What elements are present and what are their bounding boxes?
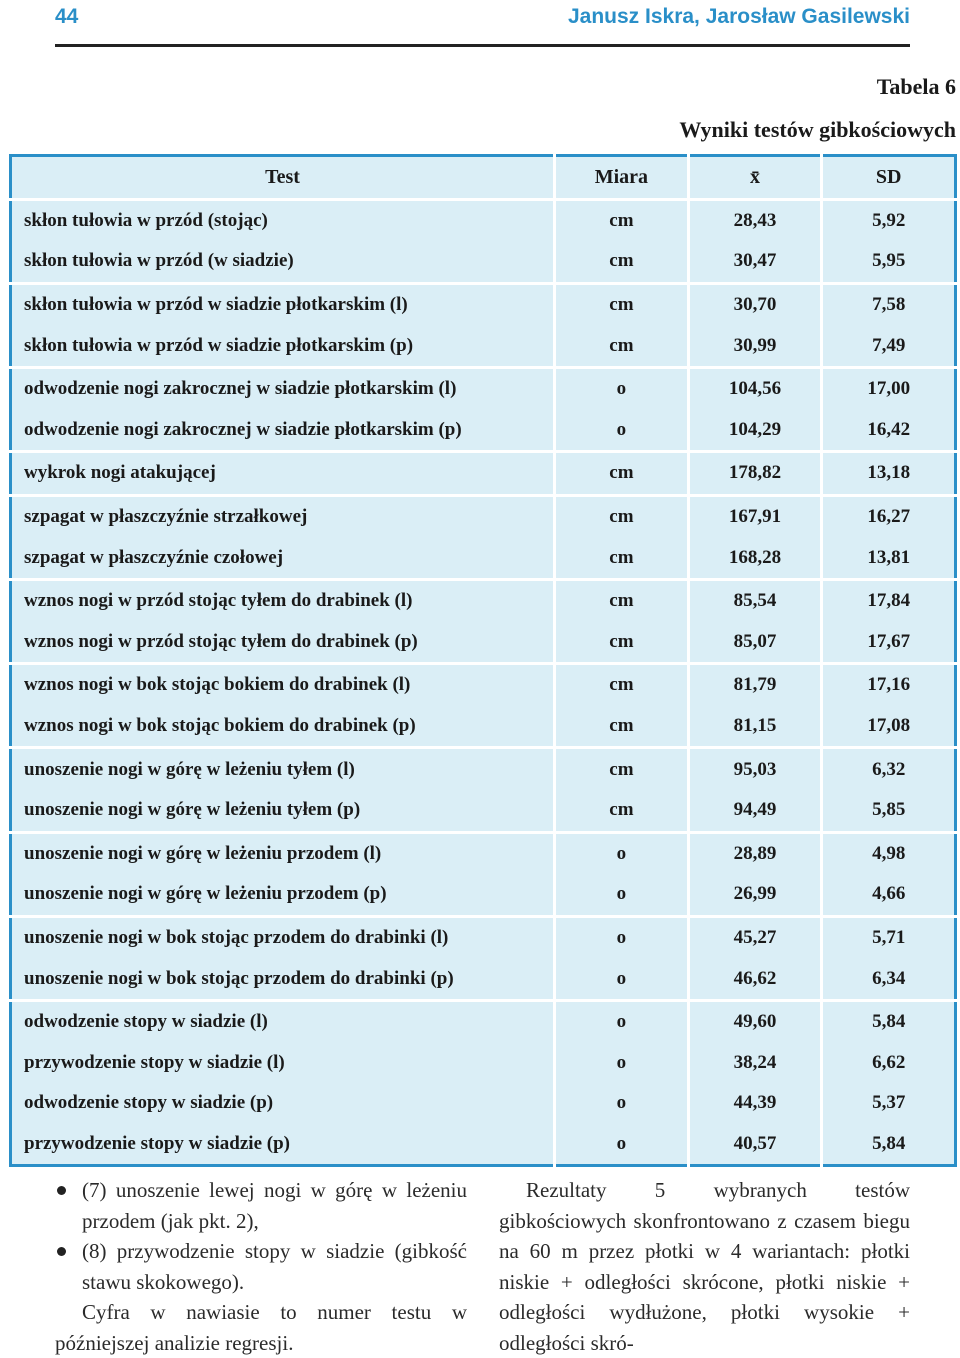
cell-unit: cm — [555, 579, 689, 621]
cell-unit: o — [555, 958, 689, 1000]
cell-unit: o — [555, 1042, 689, 1083]
cell-unit: cm — [555, 452, 689, 496]
cell-sd: 4,98 — [822, 832, 956, 874]
table-row — [11, 283, 956, 325]
cell-mean: 44,39 — [688, 1083, 822, 1124]
column-header-test: Test — [265, 166, 300, 189]
table-header-row — [11, 156, 956, 200]
cell-mean: 81,79 — [688, 664, 822, 706]
cell-sd: 4,66 — [822, 874, 956, 916]
cell-sd: 6,62 — [822, 1042, 956, 1083]
cell-unit: o — [555, 916, 689, 958]
cell-mean: 178,82 — [688, 452, 822, 496]
cell-sd: 5,92 — [822, 199, 956, 241]
table-title: Wyniki testów gibkościowych — [679, 117, 956, 142]
cell-sd: 13,18 — [822, 452, 956, 496]
cell-sd: 16,42 — [822, 410, 956, 452]
table-row — [11, 622, 956, 664]
cell-unit: cm — [555, 495, 689, 537]
cell-test-name: wznos nogi w przód stojąc tyłem do drabinek (p) — [24, 630, 418, 652]
cell-mean: 168,28 — [688, 537, 822, 579]
cell-sd: 5,84 — [822, 1000, 956, 1042]
bullet-list — [55, 1175, 467, 1297]
list-item — [55, 1236, 467, 1297]
cell-sd: 7,49 — [822, 325, 956, 367]
cell-unit: o — [555, 832, 689, 874]
cell-test-name: skłon tułowia w przód (stojąc) — [11, 199, 555, 241]
cell-sd: 5,95 — [822, 241, 956, 283]
cell-mean: 94,49 — [688, 790, 822, 832]
cell-unit: cm — [555, 283, 689, 325]
table-row — [11, 579, 956, 621]
list-item-text: (8) przywodzenie stopy w siadzie (gibkość stawu skokowego). — [82, 1239, 467, 1294]
cell-sd: 5,84 — [822, 1124, 956, 1166]
cell-mean: 95,03 — [688, 748, 822, 790]
table-row — [11, 1083, 956, 1124]
cell-unit: o — [555, 367, 689, 409]
table-row — [11, 790, 956, 832]
cell-sd: 6,32 — [822, 748, 956, 790]
table-row — [11, 537, 956, 579]
table-row — [11, 832, 956, 874]
table-row — [11, 664, 956, 706]
cell-test-name: odwodzenie stopy w siadzie (p) — [24, 1092, 274, 1114]
cell-mean: 38,24 — [688, 1042, 822, 1083]
cell-sd: 5,85 — [822, 790, 956, 832]
cell-test-name: unoszenie nogi w bok stojąc przodem do drabinki (p) — [24, 967, 454, 989]
cell-mean: 46,62 — [688, 958, 822, 1000]
cell-test-name: szpagat w płaszczyźnie czołowej — [24, 546, 284, 568]
paragraph: Cyfra w nawiasie to numer testu w późniejszej analizie regresji. — [55, 1300, 467, 1355]
cell-test-name: przywodzenie stopy w siadzie (l) — [24, 1051, 285, 1073]
cell-sd: 5,37 — [822, 1083, 956, 1124]
cell-sd: 13,81 — [822, 537, 956, 579]
right-text-column: Rezultaty 5 wybranych testów gibkościowych skonfrontowano z czasem biegu na 60 m przez płotki w 4 wariantach: płotki niskie + odległości skrócone, płotki niskie + odległości wydłużone, płotki wysokie + odległości skró- — [499, 1178, 910, 1355]
cell-mean: 30,70 — [688, 283, 822, 325]
cell-test-name: wykrok nogi atakującej — [11, 452, 555, 496]
table-row — [11, 452, 956, 496]
cell-sd: 5,71 — [822, 916, 956, 958]
cell-test-name: wznos nogi w przód stojąc tyłem do drabinek (l) — [11, 579, 555, 621]
cell-mean: 30,99 — [688, 325, 822, 367]
table-row — [11, 1042, 956, 1083]
cell-sd: 17,84 — [822, 579, 956, 621]
cell-test-name: szpagat w płaszczyźnie strzałkowej — [11, 495, 555, 537]
cell-mean: 28,89 — [688, 832, 822, 874]
cell-test-name: wznos nogi w bok stojąc bokiem do drabinek (l) — [11, 664, 555, 706]
column-header-sd: SD — [822, 156, 956, 200]
cell-test-name: unoszenie nogi w górę w leżeniu tyłem (p) — [24, 799, 361, 821]
cell-sd: 6,34 — [822, 958, 956, 1000]
page-header — [55, 0, 910, 47]
cell-mean: 30,47 — [688, 241, 822, 283]
table-label: Tabela 6 — [876, 74, 956, 99]
cell-unit: o — [555, 1124, 689, 1166]
cell-test-name: skłon tułowia w przód (w siadzie) — [24, 250, 294, 272]
cell-unit: o — [555, 410, 689, 452]
cell-sd: 17,08 — [822, 706, 956, 748]
cell-unit: cm — [555, 706, 689, 748]
cell-test-name: przywodzenie stopy w siadzie (p) — [24, 1132, 290, 1154]
cell-mean: 28,43 — [688, 199, 822, 241]
cell-test-name: wznos nogi w bok stojąc bokiem do drabinek (p) — [24, 715, 416, 737]
cell-mean: 40,57 — [688, 1124, 822, 1166]
table-row — [11, 706, 956, 748]
table-row — [11, 1000, 956, 1042]
table-row — [11, 367, 956, 409]
cell-unit: cm — [555, 241, 689, 283]
cell-sd: 16,27 — [822, 495, 956, 537]
cell-unit: cm — [555, 325, 689, 367]
bullet-icon — [57, 1247, 66, 1256]
table-row — [11, 874, 956, 916]
cell-unit: cm — [555, 748, 689, 790]
cell-unit: cm — [555, 537, 689, 579]
cell-sd: 17,67 — [822, 622, 956, 664]
cell-sd: 17,16 — [822, 664, 956, 706]
cell-unit: o — [555, 874, 689, 916]
cell-test-name: skłon tułowia w przód w siadzie płotkarskim (p) — [24, 334, 414, 356]
cell-test-name: odwodzenie stopy w siadzie (l) — [11, 1000, 555, 1042]
cell-mean: 81,15 — [688, 706, 822, 748]
cell-unit: cm — [555, 622, 689, 664]
cell-mean: 26,99 — [688, 874, 822, 916]
table-row — [11, 241, 956, 283]
cell-test-name: unoszenie nogi w górę w leżeniu przodem (p) — [24, 883, 387, 905]
list-item — [55, 1175, 467, 1236]
cell-test-name: unoszenie nogi w górę w leżeniu przodem (l) — [11, 832, 555, 874]
column-header-unit: Miara — [555, 156, 689, 200]
cell-unit: cm — [555, 664, 689, 706]
left-text-column — [55, 1175, 467, 1358]
cell-mean: 49,60 — [688, 1000, 822, 1042]
cell-test-name: unoszenie nogi w bok stojąc przodem do drabinki (l) — [11, 916, 555, 958]
running-head-authors: Janusz Iskra, Jarosław Gasilewski — [567, 5, 910, 28]
cell-test-name: odwodzenie nogi zakrocznej w siadzie płotkarskim (p) — [24, 418, 462, 440]
cell-mean: 85,07 — [688, 622, 822, 664]
cell-unit: o — [555, 1000, 689, 1042]
cell-unit: cm — [555, 199, 689, 241]
page-number: 44 — [55, 5, 79, 28]
cell-test-name: skłon tułowia w przód w siadzie płotkarskim (l) — [11, 283, 555, 325]
cell-test-name: unoszenie nogi w górę w leżeniu tyłem (l) — [11, 748, 555, 790]
cell-mean: 167,91 — [688, 495, 822, 537]
cell-unit: cm — [555, 790, 689, 832]
cell-mean: 104,29 — [688, 410, 822, 452]
column-header-mean: x̄ — [688, 156, 822, 200]
table-row — [11, 495, 956, 537]
cell-unit: o — [555, 1083, 689, 1124]
cell-sd: 17,00 — [822, 367, 956, 409]
table-row — [11, 958, 956, 1000]
cell-mean: 45,27 — [688, 916, 822, 958]
cell-mean: 104,56 — [688, 367, 822, 409]
cell-sd: 7,58 — [822, 283, 956, 325]
table-row — [11, 748, 956, 790]
table-body — [11, 199, 956, 1166]
bullet-icon — [57, 1186, 66, 1195]
table-row — [11, 1124, 956, 1166]
cell-test-name: odwodzenie nogi zakrocznej w siadzie płotkarskim (l) — [11, 367, 555, 409]
cell-mean: 85,54 — [688, 579, 822, 621]
table-row — [11, 410, 956, 452]
list-item-text: (7) unoszenie lewej nogi w górę w leżeniu przodem (jak pkt. 2), — [82, 1178, 467, 1233]
table-row — [11, 325, 956, 367]
flexibility-results-table — [9, 154, 957, 1167]
table-row — [11, 199, 956, 241]
table-row — [11, 916, 956, 958]
